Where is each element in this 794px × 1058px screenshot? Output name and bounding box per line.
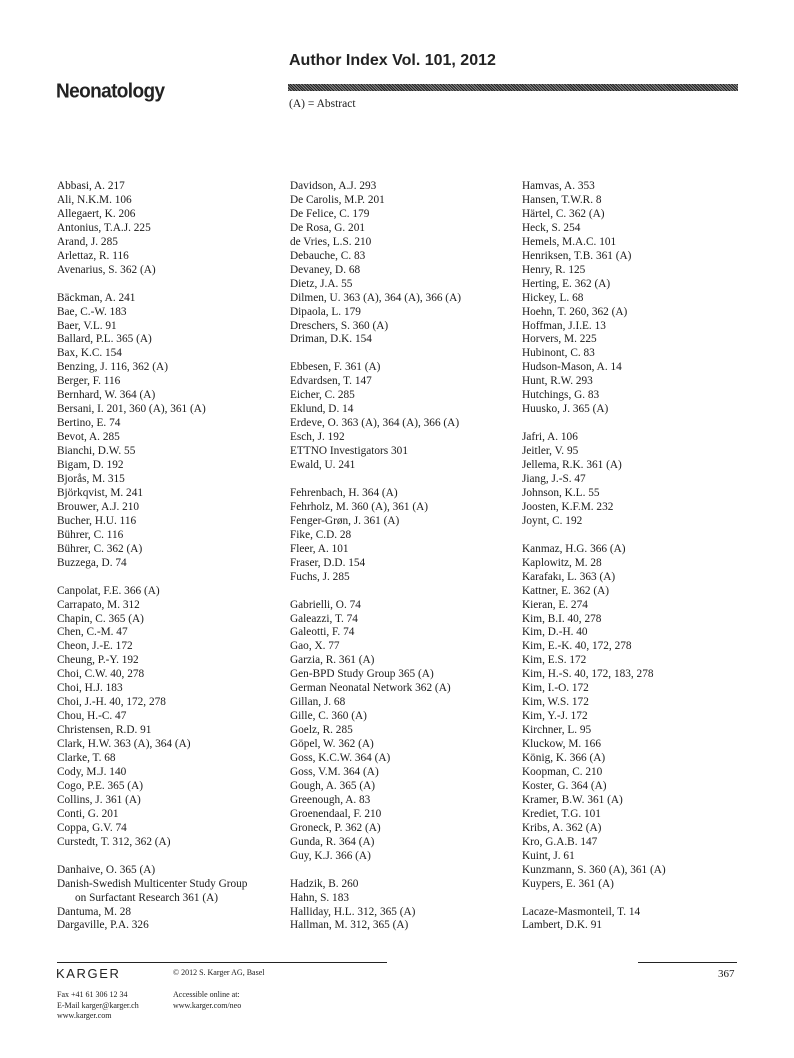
author-entry: Bernhard, W. 364 (A) [57, 389, 156, 402]
author-entry: Kluckow, M. 166 [522, 738, 601, 751]
author-entry: Kirchner, L. 95 [522, 724, 592, 737]
author-entry: Hickey, L. 68 [522, 291, 584, 304]
author-entry: Huusko, J. 365 (A) [522, 403, 609, 416]
author-entry: Fraser, D.D. 154 [290, 556, 366, 569]
author-entry: Chou, H.-C. 47 [57, 710, 127, 723]
author-entry: Fenger-Grøn, J. 361 (A) [290, 514, 400, 527]
author-entry: Arlettaz, R. 116 [57, 249, 129, 262]
author-entry: Heck, S. 254 [522, 221, 581, 234]
author-entry: Bäckman, A. 241 [57, 291, 136, 304]
publisher-logo: KARGER [56, 966, 121, 981]
author-entry: Kim, E.-K. 40, 172, 278 [522, 640, 632, 653]
author-entry: Dilmen, U. 363 (A), 364 (A), 366 (A) [290, 291, 461, 304]
author-entry: Danhaive, O. 365 (A) [57, 863, 156, 876]
index-column-3 [522, 180, 750, 933]
author-entry: Halliday, H.L. 312, 365 (A) [290, 905, 416, 918]
author-entry: ETTNO Investigators 301 [290, 445, 408, 458]
section-gap [290, 585, 518, 599]
author-entry: Carrapato, M. 312 [57, 598, 140, 611]
author-entry: Conti, G. 201 [57, 807, 119, 820]
author-entry: Clark, H.W. 363 (A), 364 (A) [57, 738, 191, 751]
author-entry: Benzing, J. 116, 362 (A) [57, 361, 168, 374]
author-entry: Driman, D.K. 154 [290, 333, 372, 346]
author-entry: Bevot, A. 285 [57, 431, 120, 444]
author-entry: Dargaville, P.A. 326 [57, 919, 149, 932]
author-entry: Joynt, C. 192 [522, 514, 583, 527]
author-entry: Jellema, R.K. 361 (A) [522, 459, 622, 472]
author-entry: Hemels, M.A.C. 101 [522, 235, 617, 248]
author-entry: Kieran, E. 274 [522, 598, 588, 611]
author-entry: Kim, I.-O. 172 [522, 682, 589, 695]
author-entry: Dietz, J.A. 55 [290, 277, 353, 290]
publisher-contact [57, 990, 139, 1022]
author-entry: Danish-Swedish Multicenter Study Group [57, 877, 248, 890]
page-title: Author Index Vol. 101, 2012 [289, 52, 496, 69]
author-entry: Allegaert, K. 206 [57, 207, 136, 220]
author-entry: Fehrenbach, H. 364 (A) [290, 486, 398, 499]
author-entry: Hubinont, C. 83 [522, 347, 595, 360]
index-column-1 [57, 180, 285, 933]
page-number: 367 [718, 968, 735, 980]
section-gap [57, 278, 285, 292]
author-entry: Gille, C. 360 (A) [290, 710, 367, 723]
author-entry: Curstedt, T. 312, 362 (A) [57, 835, 171, 848]
author-entry: Bertino, E. 74 [57, 417, 121, 430]
author-entry: Clarke, T. 68 [57, 752, 116, 765]
author-entry: Fuchs, J. 285 [290, 570, 350, 583]
section-gap [290, 347, 518, 361]
author-entry: Arand, J. 285 [57, 235, 118, 248]
section-gap [57, 850, 285, 864]
journal-logo: Neonatology [56, 80, 165, 103]
author-entry: Choi, C.W. 40, 278 [57, 668, 145, 681]
author-entry: Gunda, R. 364 (A) [290, 835, 375, 848]
author-entry: Gillan, J. 68 [290, 696, 346, 709]
author-entry: Jafri, A. 106 [522, 431, 578, 444]
section-gap [290, 473, 518, 487]
author-entry: Chapin, C. 365 (A) [57, 612, 144, 625]
author-entry: Härtel, C. 362 (A) [522, 207, 605, 220]
author-entry: Choi, H.J. 183 [57, 682, 123, 695]
author-entry: Kuypers, E. 361 (A) [522, 877, 614, 890]
author-entry: Erdeve, O. 363 (A), 364 (A), 366 (A) [290, 417, 460, 430]
author-entry: Johnson, K.L. 55 [522, 486, 600, 499]
author-entry: Garzia, R. 361 (A) [290, 654, 375, 667]
author-entry: Bjorås, M. 315 [57, 473, 125, 485]
index-column-2 [290, 180, 518, 933]
author-entry: Hadzik, B. 260 [290, 877, 359, 890]
author-entry: Gabrielli, O. 74 [290, 598, 361, 611]
author-entry: Fike, C.D. 28 [290, 528, 352, 541]
author-entry: Bersani, I. 201, 360 (A), 361 (A) [57, 403, 206, 416]
author-entry: Fehrholz, M. 360 (A), 361 (A) [290, 500, 429, 513]
fax-number: Fax +41 61 306 12 34 [57, 990, 128, 999]
online-access [173, 990, 241, 1011]
author-entry: Hoffman, J.I.E. 13 [522, 319, 606, 332]
author-entry: Hamvas, A. 353 [522, 180, 595, 192]
author-entry: Kunzmann, S. 360 (A), 361 (A) [522, 863, 666, 876]
author-entry: Krediet, T.G. 101 [522, 807, 601, 820]
abstract-legend: (A) = Abstract [289, 98, 356, 110]
author-entry: Hallman, M. 312, 365 (A) [290, 919, 409, 932]
author-entry: Collins, J. 361 (A) [57, 793, 141, 806]
author-entry: Kim, Y.-J. 172 [522, 710, 588, 723]
author-entry: Kim, D.-H. 40 [522, 626, 588, 639]
author-entry: Hahn, S. 183 [290, 891, 349, 904]
author-entry: Björkqvist, M. 241 [57, 486, 143, 499]
online-label: Accessible online at: [173, 990, 240, 999]
author-entry: Eklund, D. 14 [290, 403, 354, 416]
author-entry: De Carolis, M.P. 201 [290, 193, 385, 206]
author-entry: Eicher, C. 285 [290, 389, 355, 402]
author-entry: Kim, W.S. 172 [522, 696, 589, 709]
author-entry: Antonius, T.A.J. 225 [57, 221, 151, 234]
author-entry: Bae, C.-W. 183 [57, 305, 127, 318]
online-url[interactable]: www.karger.com/neo [173, 1000, 242, 1010]
author-entry-continuation: on Surfactant Research 361 (A) [75, 891, 219, 904]
author-entry: Kim, B.I. 40, 278 [522, 612, 602, 625]
author-entry: Kim, H.-S. 40, 172, 183, 278 [522, 668, 654, 681]
author-entry: Dipaola, L. 179 [290, 305, 361, 318]
author-entry: Coppa, G.V. 74 [57, 821, 127, 834]
author-entry: Cogo, P.E. 365 (A) [57, 779, 143, 792]
author-entry: De Rosa, G. 201 [290, 221, 365, 234]
author-entry: Debauche, C. 83 [290, 249, 366, 262]
author-entry: Davidson, A.J. 293 [290, 180, 377, 192]
author-entry: Gao, X. 77 [290, 640, 340, 653]
author-entry: Ewald, U. 241 [290, 459, 356, 472]
author-entry: Abbasi, A. 217 [57, 180, 125, 192]
author-entry: Bianchi, D.W. 55 [57, 445, 136, 458]
author-entry: Ali, N.K.M. 106 [57, 193, 132, 206]
author-entry: Gen-BPD Study Group 365 (A) [290, 668, 434, 681]
author-entry: Galeotti, F. 74 [290, 626, 355, 639]
author-entry: Chen, C.-M. 47 [57, 626, 128, 639]
author-entry: Kramer, B.W. 361 (A) [522, 793, 623, 806]
author-entry: Bührer, C. 362 (A) [57, 542, 143, 555]
author-entry: Goelz, R. 285 [290, 724, 353, 737]
author-entry: Kribs, A. 362 (A) [522, 821, 602, 834]
author-entry: Hansen, T.W.R. 8 [522, 193, 602, 206]
author-entry: Esch, J. 192 [290, 431, 345, 444]
section-gap [522, 417, 750, 431]
section-gap [522, 892, 750, 906]
author-entry: Bührer, C. 116 [57, 528, 124, 541]
author-entry: Canpolat, F.E. 366 (A) [57, 584, 160, 597]
author-entry: Cody, M.J. 140 [57, 766, 127, 778]
section-gap [290, 864, 518, 878]
author-entry: Lacaze-Masmonteil, T. 14 [522, 905, 641, 918]
author-entry: Groenendaal, F. 210 [290, 807, 382, 820]
author-entry: Avenarius, S. 362 (A) [57, 263, 156, 276]
author-entry: German Neonatal Network 362 (A) [290, 682, 451, 695]
author-entry: Jeitler, V. 95 [522, 445, 579, 458]
author-entry: Koster, G. 364 (A) [522, 779, 607, 792]
author-entry: Jiang, J.-S. 47 [522, 473, 586, 485]
author-entry: Dreschers, S. 360 (A) [290, 319, 389, 332]
footer-rule-right [638, 962, 737, 963]
author-entry: Lambert, D.K. 91 [522, 919, 602, 932]
author-entry: Göpel, W. 362 (A) [290, 738, 374, 751]
author-entry: Cheon, J.-E. 172 [57, 640, 133, 653]
author-entry: Henriksen, T.B. 361 (A) [522, 249, 632, 262]
author-entry: Hoehn, T. 260, 362 (A) [522, 305, 628, 318]
author-entry: Bigam, D. 192 [57, 459, 124, 472]
author-entry: Fleer, A. 101 [290, 542, 349, 555]
author-entry: Bax, K.C. 154 [57, 347, 122, 360]
author-entry: Karafakı, L. 363 (A) [522, 570, 616, 583]
author-entry: Brouwer, A.J. 210 [57, 500, 140, 513]
author-entry: De Felice, C. 179 [290, 207, 370, 220]
author-entry: Gough, A. 365 (A) [290, 779, 376, 792]
author-entry: Herting, E. 362 (A) [522, 277, 611, 290]
author-entry: Dantuma, M. 28 [57, 905, 132, 918]
author-entry: König, K. 366 (A) [522, 752, 606, 765]
author-entry: Berger, F. 116 [57, 375, 121, 388]
author-entry: Ebbesen, F. 361 (A) [290, 361, 381, 374]
author-entry: Greenough, A. 83 [290, 793, 371, 806]
author-entry: Kuint, J. 61 [522, 849, 575, 862]
section-gap [57, 571, 285, 585]
author-entry: Goss, V.M. 364 (A) [290, 765, 379, 778]
author-entry: Kim, E.S. 172 [522, 654, 587, 667]
author-entry: Hudson-Mason, A. 14 [522, 361, 622, 374]
section-gap [522, 529, 750, 543]
author-entry: Hunt, R.W. 293 [522, 375, 593, 388]
email-address: E-Mail karger@karger.ch [57, 1000, 139, 1010]
author-entry: Ballard, P.L. 365 (A) [57, 333, 152, 346]
author-entry: Galeazzi, T. 74 [290, 612, 358, 625]
author-entry: Buzzega, D. 74 [57, 556, 127, 569]
author-entry: Choi, J.-H. 40, 172, 278 [57, 696, 166, 709]
footer-rule-left [57, 962, 387, 963]
author-entry: Kro, G.A.B. 147 [522, 835, 598, 848]
author-entry: Cheung, P.-Y. 192 [57, 654, 139, 667]
author-entry: de Vries, L.S. 210 [290, 235, 372, 248]
author-entry: Horvers, M. 225 [522, 333, 597, 346]
author-entry: Guy, K.J. 366 (A) [290, 849, 371, 862]
author-entry: Kattner, E. 362 (A) [522, 584, 610, 597]
header-rule [288, 84, 738, 91]
author-entry: Groneck, P. 362 (A) [290, 821, 381, 834]
author-entry: Baer, V.L. 91 [57, 319, 117, 332]
copyright-notice: © 2012 S. Karger AG, Basel [173, 968, 265, 977]
author-entry: Kanmaz, H.G. 366 (A) [522, 542, 626, 555]
author-entry: Edvardsen, T. 147 [290, 375, 372, 388]
author-entry: Devaney, D. 68 [290, 263, 361, 276]
author-entry: Hutchings, G. 83 [522, 389, 600, 402]
author-entry: Joosten, K.F.M. 232 [522, 500, 614, 513]
website-link[interactable]: www.karger.com [57, 1011, 112, 1020]
author-entry: Christensen, R.D. 91 [57, 724, 152, 737]
author-entry: Koopman, C. 210 [522, 766, 603, 778]
author-entry: Henry, R. 125 [522, 263, 586, 276]
author-entry: Kaplowitz, M. 28 [522, 556, 602, 569]
author-entry: Bucher, H.U. 116 [57, 514, 137, 527]
author-entry: Goss, K.C.W. 364 (A) [290, 752, 391, 765]
